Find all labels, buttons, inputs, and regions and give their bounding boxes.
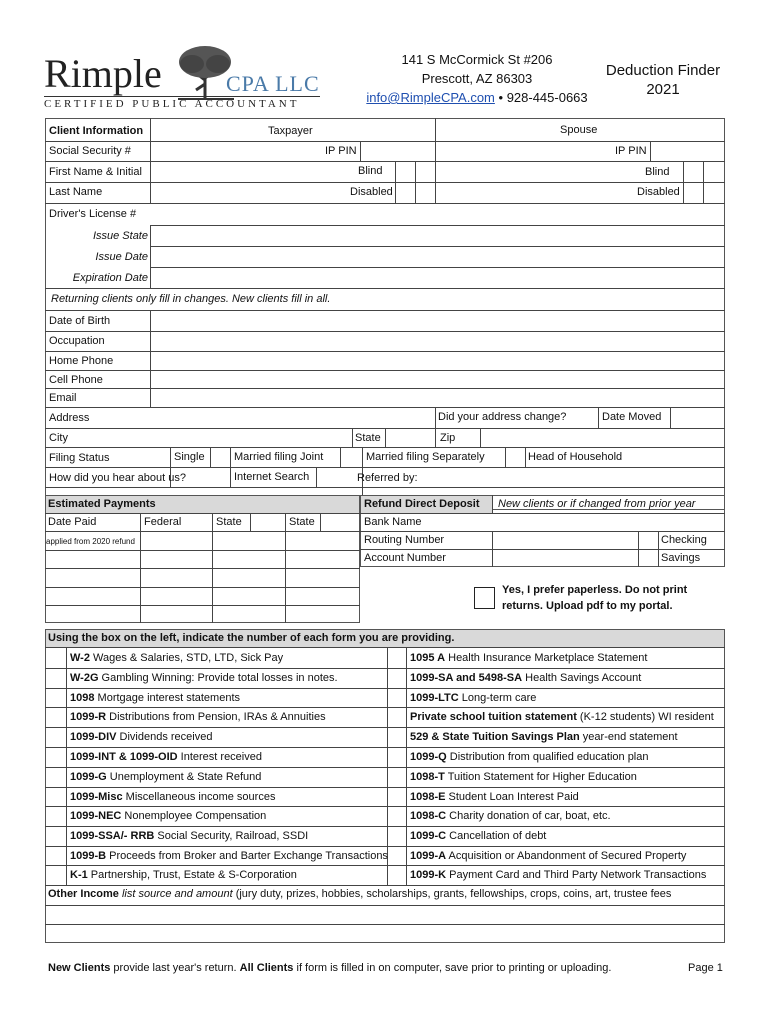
bank-name-field[interactable] bbox=[424, 514, 724, 530]
form-count-box-right[interactable] bbox=[388, 866, 406, 884]
form-count-box-left[interactable] bbox=[46, 748, 66, 766]
form-item-left bbox=[70, 830, 308, 843]
dob-field[interactable] bbox=[151, 311, 724, 330]
form-item-right bbox=[410, 672, 641, 685]
spouse-blind-label: Blind bbox=[645, 166, 670, 178]
phone-number: 928-445-0663 bbox=[506, 90, 588, 105]
form-desc: Cancellation of debt bbox=[446, 830, 547, 842]
form-count-box-left[interactable] bbox=[46, 788, 66, 806]
form-code: 1098-T bbox=[410, 771, 445, 783]
issue-state-field[interactable] bbox=[151, 226, 724, 245]
logo-tagline: CERTIFIED PUBLIC ACCOUNTANT bbox=[44, 98, 300, 110]
occupation-label: Occupation bbox=[49, 335, 105, 347]
other-income-field[interactable] bbox=[46, 906, 724, 942]
taxpayer-blind-label: Blind bbox=[358, 165, 383, 177]
form-desc: Nonemployee Compensation bbox=[121, 810, 267, 822]
form-desc: Proceeds from Broker and Barter Exchange Transactions bbox=[106, 850, 388, 862]
form-item-left bbox=[70, 850, 388, 863]
form-code: 1099-LTC bbox=[410, 692, 459, 704]
form-desc: Interest received bbox=[177, 751, 262, 763]
drivers-license-field[interactable] bbox=[150, 204, 724, 224]
form-count-box-right[interactable] bbox=[388, 768, 406, 786]
form-count-box-right[interactable] bbox=[388, 847, 406, 865]
spouse-ssn-field[interactable] bbox=[436, 142, 611, 160]
referred-by-label: Referred by: bbox=[357, 472, 418, 484]
applied-state2-field[interactable] bbox=[286, 532, 359, 549]
other-income-bold: Other Income bbox=[48, 888, 119, 900]
form-item-left bbox=[70, 692, 240, 705]
taxpayer-ip-pin-label: IP PIN bbox=[325, 145, 357, 157]
form-code: 1099-NEC bbox=[70, 810, 122, 822]
taxpayer-disabled-checkbox[interactable] bbox=[396, 183, 414, 202]
form-count-box-left[interactable] bbox=[46, 866, 66, 884]
taxpayer-header: Taxpayer bbox=[268, 125, 313, 137]
form-code: 1099-B bbox=[70, 850, 107, 862]
form-code: 1098-C bbox=[410, 810, 447, 822]
checking-checkbox[interactable] bbox=[639, 532, 657, 548]
form-item-left bbox=[70, 810, 266, 823]
form-desc: Health Savings Account bbox=[522, 672, 642, 684]
refund-title: Refund Direct Deposit bbox=[364, 498, 480, 510]
form-code: 529 & State Tuition Savings Plan bbox=[410, 731, 580, 743]
expiration-date-field[interactable] bbox=[151, 268, 724, 287]
form-count-box-left[interactable] bbox=[46, 689, 66, 707]
issue-state-label: Issue State bbox=[92, 230, 148, 242]
footer-note bbox=[48, 962, 611, 975]
paperless-checkbox[interactable] bbox=[474, 587, 495, 609]
state-field[interactable] bbox=[386, 429, 434, 446]
form-desc: Mortgage interest statements bbox=[94, 692, 240, 704]
form-desc: Tuition Statement for Higher Education bbox=[444, 771, 637, 783]
form-desc: Dividends received bbox=[116, 731, 213, 743]
other-income-label bbox=[48, 888, 671, 901]
form-desc: Miscellaneous income sources bbox=[122, 791, 276, 803]
applied-federal-field[interactable] bbox=[141, 532, 211, 549]
email-link[interactable]: info@RimpleCPA.com bbox=[366, 90, 495, 105]
form-count-box-right[interactable] bbox=[388, 788, 406, 806]
hoh-label: Head of Household bbox=[528, 451, 623, 463]
other-income-italic: list source and amount bbox=[118, 888, 233, 900]
form-code: 1099-SA and 5498-SA bbox=[410, 672, 523, 684]
form-item-left bbox=[70, 771, 261, 784]
issue-date-label: Issue Date bbox=[95, 251, 148, 263]
other-income-rest: (jury duty, prizes, hobbies, scholarships, grants, fellowships, crops, coins, art, trustee fees bbox=[232, 888, 672, 900]
form-count-box-left[interactable] bbox=[46, 847, 66, 865]
form-desc: Charity donation of car, boat, etc. bbox=[446, 810, 611, 822]
internet-search-checkbox[interactable] bbox=[171, 468, 229, 486]
filing-status-label: Filing Status bbox=[49, 452, 110, 464]
doc-title: Deduction Finder bbox=[605, 62, 721, 79]
form-item-right bbox=[410, 731, 678, 744]
routing-number-field[interactable] bbox=[493, 532, 637, 548]
paperless-line-1: Yes, I prefer paperless. Do not print bbox=[502, 584, 688, 596]
account-number-label: Account Number bbox=[364, 552, 446, 564]
logo-cpa: CPA LLC bbox=[226, 71, 320, 96]
form-code: 1099-K bbox=[410, 869, 447, 881]
spouse-header: Spouse bbox=[560, 124, 598, 136]
contact-line bbox=[352, 88, 602, 108]
form-count-box-left[interactable] bbox=[46, 807, 66, 825]
address-label: Address bbox=[49, 412, 90, 424]
forms-heading: Using the box on the left, indicate the number of each form you are providing. bbox=[48, 632, 455, 644]
mfj-label: Married filing Joint bbox=[234, 451, 324, 463]
form-code: 1099-INT & 1099-OID bbox=[70, 751, 178, 763]
date-moved-field[interactable] bbox=[671, 408, 724, 427]
payment-rows[interactable] bbox=[46, 551, 359, 622]
logo-wordmark: Rimple bbox=[44, 51, 162, 96]
form-count-box-right[interactable] bbox=[388, 728, 406, 746]
paperless-line-2: returns. Upload pdf to my portal. bbox=[502, 600, 673, 612]
logo-rule bbox=[44, 96, 320, 97]
account-number-field[interactable] bbox=[493, 550, 637, 566]
form-desc: Long-term care bbox=[458, 692, 537, 704]
form-code: W-2 bbox=[70, 652, 90, 664]
taxpayer-disabled-label: Disabled bbox=[350, 186, 393, 198]
returning-clients-note: Returning clients only fill in changes. New clients fill in all. bbox=[51, 293, 331, 305]
form-count-box-right[interactable] bbox=[388, 708, 406, 726]
spouse-ip-pin-label: IP PIN bbox=[615, 145, 647, 157]
form-code: 1099-Q bbox=[410, 751, 447, 763]
form-item-left bbox=[70, 791, 275, 804]
routing-number-label: Routing Number bbox=[364, 534, 445, 546]
dob-label: Date of Birth bbox=[49, 315, 111, 327]
form-desc: Gambling Winning: Provide total losses in notes. bbox=[98, 672, 338, 684]
last-name-label: Last Name bbox=[49, 186, 103, 198]
form-desc: Social Security, Railroad, SSDI bbox=[154, 830, 309, 842]
form-desc: Health Insurance Marketplace Statement bbox=[445, 652, 648, 664]
federal-header: Federal bbox=[144, 516, 182, 528]
zip-field[interactable] bbox=[481, 429, 724, 446]
occupation-field[interactable] bbox=[151, 332, 724, 350]
cell-phone-label: Cell Phone bbox=[49, 374, 103, 386]
cell-phone-field[interactable] bbox=[151, 371, 724, 387]
form-item-right bbox=[410, 791, 579, 804]
form-item-right bbox=[410, 751, 648, 764]
bank-name-label: Bank Name bbox=[364, 516, 422, 528]
form-item-right bbox=[410, 692, 536, 705]
form-item-right bbox=[410, 771, 637, 784]
mfs-checkbox[interactable] bbox=[506, 448, 524, 466]
home-phone-field[interactable] bbox=[151, 352, 724, 369]
single-checkbox[interactable] bbox=[211, 448, 229, 466]
mfs-label: Married filing Separately bbox=[366, 451, 485, 463]
form-desc: Distributions from Pension, IRAs & Annuities bbox=[106, 711, 326, 723]
form-item-left bbox=[70, 751, 262, 764]
address-changed-field[interactable] bbox=[572, 408, 597, 427]
form-desc: Student Loan Interest Paid bbox=[445, 791, 579, 803]
state-header-2: State bbox=[289, 516, 315, 528]
form-code: 1099-R bbox=[70, 711, 107, 723]
taxpayer-ssn-field[interactable] bbox=[151, 142, 359, 160]
form-code: 1098-E bbox=[410, 791, 446, 803]
mfj-checkbox[interactable] bbox=[341, 448, 361, 466]
form-item-right bbox=[410, 830, 546, 843]
zip-label: Zip bbox=[440, 432, 456, 444]
form-code: Private school tuition statement bbox=[410, 711, 577, 723]
form-item-left bbox=[70, 672, 338, 685]
form-code: 1099-Misc bbox=[70, 791, 123, 803]
form-item-right bbox=[410, 850, 686, 863]
applied-from-refund-label: applied from 2020 refund bbox=[46, 537, 135, 546]
form-count-box-left[interactable] bbox=[46, 649, 66, 667]
form-desc: (K-12 students) WI resident bbox=[576, 711, 714, 723]
address-field[interactable] bbox=[95, 408, 434, 427]
form-item-left bbox=[70, 731, 212, 744]
taxpayer-blind-checkbox[interactable] bbox=[396, 162, 414, 181]
form-code: K-1 bbox=[70, 869, 88, 881]
address-line-2: Prescott, AZ 86303 bbox=[421, 71, 533, 86]
form-item-left bbox=[70, 652, 283, 665]
footer-all-clients-text: if form is filled in on computer, save prior to printing or uploading. bbox=[293, 962, 612, 974]
email-input[interactable] bbox=[151, 389, 724, 406]
checking-label: Checking bbox=[661, 534, 707, 546]
first-name-label: First Name & Initial bbox=[49, 166, 142, 178]
city-field[interactable] bbox=[75, 429, 351, 446]
footer-new-clients: New Clients bbox=[48, 962, 111, 974]
form-desc: Partnership, Trust, Estate & S-Corporation bbox=[87, 869, 297, 881]
bullet: • bbox=[498, 90, 504, 105]
form-desc: Unemployment & State Refund bbox=[106, 771, 262, 783]
form-count-box-left[interactable] bbox=[46, 827, 66, 845]
form-count-box-right[interactable] bbox=[388, 827, 406, 845]
client-info-label: Client Information bbox=[49, 125, 144, 137]
form-code: 1099-G bbox=[70, 771, 107, 783]
form-count-box-right[interactable] bbox=[388, 748, 406, 766]
spouse-last-name-field[interactable] bbox=[436, 183, 631, 202]
estimated-payments-title: Estimated Payments bbox=[48, 498, 156, 510]
form-count-box-right[interactable] bbox=[388, 689, 406, 707]
form-desc: Distribution from qualified education plan bbox=[446, 751, 649, 763]
form-count-box-left[interactable] bbox=[46, 708, 66, 726]
hear-about-label: How did you hear about us? bbox=[49, 472, 186, 484]
form-code: 1099-SSA/- RRB bbox=[70, 830, 155, 842]
city-label: City bbox=[49, 432, 68, 444]
form-count-box-right[interactable] bbox=[388, 649, 406, 667]
expiration-date-label: Expiration Date bbox=[72, 272, 148, 284]
taxpayer-first-name-field[interactable] bbox=[151, 162, 351, 181]
doc-year: 2021 bbox=[646, 81, 680, 98]
form-item-left bbox=[70, 869, 297, 882]
refund-note: New clients or if changed from prior year bbox=[498, 498, 696, 510]
address-line-1: 141 S McCormick St #206 bbox=[401, 52, 553, 67]
drivers-license-label: Driver's License # bbox=[49, 208, 137, 220]
form-item-right bbox=[410, 652, 647, 665]
form-code: 1099-DIV bbox=[70, 731, 117, 743]
state-header-1: State bbox=[216, 516, 242, 528]
state-label: State bbox=[355, 432, 381, 444]
footer-new-clients-text: provide last year's return. bbox=[110, 962, 240, 974]
form-code: 1099-A bbox=[410, 850, 447, 862]
form-count-box-right[interactable] bbox=[388, 807, 406, 825]
form-code: 1098 bbox=[70, 692, 95, 704]
form-code: 1099-C bbox=[410, 830, 447, 842]
footer-all-clients: All Clients bbox=[239, 962, 294, 974]
form-desc: year-end statement bbox=[579, 731, 678, 743]
form-count-box-right[interactable] bbox=[388, 669, 406, 687]
form-count-box-left[interactable] bbox=[46, 768, 66, 786]
form-desc: Payment Card and Third Party Network Transactions bbox=[446, 869, 707, 881]
internet-search-label: Internet Search bbox=[234, 471, 310, 483]
spouse-blind-checkbox[interactable] bbox=[684, 162, 702, 181]
address-changed-label: Did your address change? bbox=[438, 411, 567, 423]
form-count-box-left[interactable] bbox=[46, 728, 66, 746]
ssn-label: Social Security # bbox=[49, 145, 131, 157]
form-item-right bbox=[410, 810, 611, 823]
home-phone-label: Home Phone bbox=[49, 355, 114, 367]
form-desc: Wages & Salaries, STD, LTD, Sick Pay bbox=[89, 652, 284, 664]
form-item-right bbox=[410, 711, 714, 724]
form-code: 1095 A bbox=[410, 652, 446, 664]
issue-date-field[interactable] bbox=[151, 247, 724, 266]
form-count-box-left[interactable] bbox=[46, 669, 66, 687]
referred-by-field[interactable] bbox=[420, 468, 724, 486]
spouse-disabled-checkbox[interactable] bbox=[684, 183, 702, 202]
taxpayer-last-name-field[interactable] bbox=[151, 183, 346, 202]
email-label: Email bbox=[49, 392, 77, 404]
form-desc: Acquisition or Abandonment of Secured Property bbox=[446, 850, 687, 862]
spouse-first-name-field[interactable] bbox=[436, 162, 636, 181]
date-paid-header: Date Paid bbox=[48, 516, 97, 528]
savings-checkbox[interactable] bbox=[639, 550, 657, 566]
spouse-disabled-label: Disabled bbox=[637, 186, 680, 198]
applied-state-field[interactable] bbox=[213, 532, 284, 549]
savings-label: Savings bbox=[661, 552, 701, 564]
date-moved-label: Date Moved bbox=[602, 411, 662, 423]
form-item-right bbox=[410, 869, 706, 882]
single-label: Single bbox=[174, 451, 205, 463]
form-item-left bbox=[70, 711, 326, 724]
page-number: Page 1 bbox=[688, 962, 723, 974]
form-code: W-2G bbox=[70, 672, 99, 684]
